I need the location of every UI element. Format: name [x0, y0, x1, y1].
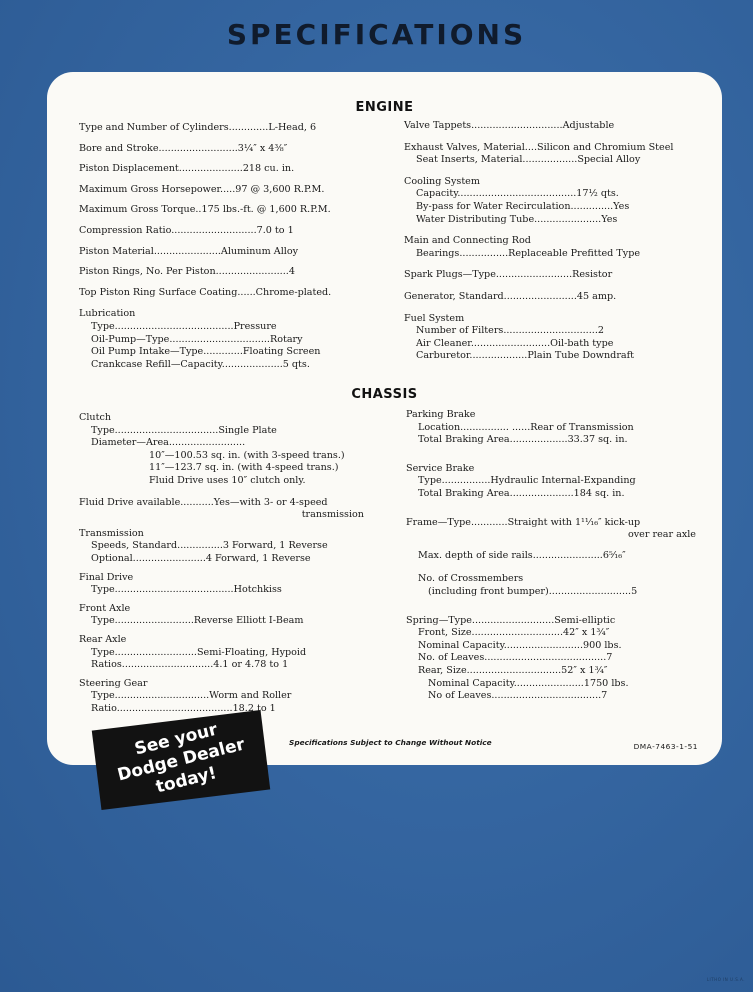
- spec-line: Nominal Capacity..........................900 lbs.: [418, 639, 622, 651]
- spec-line: Type...............................Worm and Roller: [91, 690, 292, 702]
- spec-line: Total Braking Area...................33.37 sq. in.: [418, 434, 628, 446]
- spec-line: Number of Filters...............................2: [416, 325, 604, 337]
- spec-line: Speeds, Standard...............3 Forward, 1 Reverse: [91, 540, 328, 552]
- spec-line: Fluid Drive uses 10″ clutch only.: [149, 474, 306, 486]
- spec-line: Fuel System: [404, 312, 465, 324]
- spec-line: Bearings................Replaceable Prefitted Type: [416, 247, 641, 259]
- page-title: SPECIFICATIONS: [226, 18, 527, 51]
- spec-line: Generator, Standard........................45 amp.: [404, 290, 617, 302]
- spec-line: Rear, Size...............................52″ x 1¾″: [418, 664, 608, 676]
- spec-line: Lubrication: [79, 308, 136, 320]
- spec-line: Compression Ratio............................7.0 to 1: [79, 224, 294, 236]
- spec-line: Type..................................Single Plate: [91, 424, 277, 436]
- spec-line: Fluid Drive available...........Yes—with 3- or 4-speed: [79, 496, 328, 508]
- spec-line: Ratios..............................4.1 or 4.78 to 1: [91, 659, 289, 671]
- spec-line: Ratio......................................18.2 to 1: [91, 702, 276, 714]
- spec-line: No. of Crossmembers: [418, 573, 524, 585]
- spec-line: Total Braking Area.....................184 sq. in.: [418, 487, 625, 499]
- chassis-left-column: [79, 412, 364, 715]
- spec-line: Carburetor...................Plain Tube Downdraft: [416, 350, 635, 362]
- spec-line: Water Distributing Tube......................Yes: [416, 213, 618, 225]
- spec-line: Type...........................Semi-Floating, Hypoid: [91, 646, 307, 658]
- spec-line: Optional........................4 Forward, 1 Reverse: [91, 552, 311, 564]
- spec-line: Type.......................................Pressure: [91, 320, 277, 332]
- spec-line: 11″—123.7 sq. in. (with 4-speed trans.): [149, 462, 339, 474]
- spec-line: Maximum Gross Horsepower.....97 @ 3,600 R.P.M.: [79, 183, 325, 195]
- engine-right-column: [404, 120, 694, 363]
- spec-line: 10″—100.53 sq. in. (with 3-speed trans.): [149, 449, 345, 461]
- dealer-badge-text: See your Dodge Dealer today!: [115, 719, 247, 798]
- spec-line: Max. depth of side rails.......................6⁵⁄₁₆″: [418, 549, 626, 561]
- spec-line: Spring—Type...........................Semi-elliptic: [406, 614, 616, 626]
- spec-line: over rear axle: [627, 529, 696, 541]
- spec-line: Type..........................Reverse Elliott I-Beam: [91, 615, 304, 627]
- spec-line: Air Cleaner..........................Oil-bath type: [416, 337, 614, 349]
- spec-line: Front, Size..............................42″ x 1¾″: [418, 627, 610, 639]
- spec-line: Diameter—Area.........................: [91, 437, 246, 449]
- spec-line: Bore and Stroke..........................3¼″ x 4⅜″: [79, 142, 288, 154]
- spec-line: Oil-Pump—Type.................................Rotary: [91, 333, 303, 345]
- spec-line: transmission: [301, 509, 364, 521]
- engine-left-column: [79, 122, 359, 371]
- spec-line: Valve Tappets..............................Adjustable: [404, 120, 615, 131]
- spec-line: Main and Connecting Rod: [404, 235, 531, 247]
- spec-line: Clutch: [79, 412, 111, 423]
- spec-line: Service Brake: [406, 462, 475, 474]
- spec-card: [47, 72, 722, 765]
- spec-line: Top Piston Ring Surface Coating......Chrome-plated.: [79, 286, 332, 298]
- spec-line: Piston Displacement.....................218 cu. in.: [79, 163, 295, 175]
- spec-line: Capacity.......................................17½ qts.: [416, 188, 619, 200]
- spec-line: No of Leaves....................................7: [428, 690, 608, 702]
- spec-line: Crankcase Refill—Capacity....................5 qts.: [91, 358, 310, 370]
- spec-line: Piston Material......................Aluminum Alloy: [79, 245, 299, 257]
- printer-mark: LITHO IN U.S.A.: [706, 977, 745, 982]
- spec-line: Type.......................................Hotchkiss: [91, 584, 282, 596]
- spec-line: Steering Gear: [79, 677, 148, 689]
- spec-line: Front Axle: [79, 602, 131, 614]
- spec-line: Rear Axle: [79, 633, 127, 645]
- spec-line: Location................ ......Rear of Transmission: [418, 421, 634, 433]
- spec-line: No. of Leaves........................................7: [418, 652, 613, 664]
- spec-line: Exhaust Valves, Material....Silicon and Chromium Steel: [404, 141, 674, 153]
- engine-heading: ENGINE: [355, 100, 414, 115]
- change-notice: Specifications Subject to Change Without Notice: [289, 738, 492, 747]
- spec-line: Spark Plugs—Type.........................Resistor: [404, 269, 613, 281]
- spec-line: Oil Pump Intake—Type.............Floating Screen: [91, 346, 321, 358]
- spec-line: Final Drive: [79, 571, 134, 583]
- spec-line: Type................Hydraulic Internal-Expanding: [418, 475, 636, 487]
- spec-line: Seat Inserts, Material..................Special Alloy: [416, 154, 641, 166]
- spec-line: Cooling System: [404, 175, 480, 187]
- spec-line: Maximum Gross Torque..175 lbs.-ft. @ 1,600 R.P.M.: [79, 204, 331, 216]
- spec-line: Transmission: [79, 527, 144, 539]
- spec-line: Frame—Type............Straight with 1¹¹⁄₁₆″ kick-up: [406, 516, 641, 528]
- spec-line: Nominal Capacity.......................1750 lbs.: [428, 677, 629, 689]
- document-code: DMA-7463-1-51: [633, 742, 698, 751]
- spec-line: Type and Number of Cylinders.............L-Head, 6: [79, 122, 317, 133]
- spec-line: Piston Rings, No. Per Piston........................4: [79, 266, 295, 278]
- spec-line: (including front bumper)...........................5: [428, 585, 638, 597]
- chassis-right-column: [406, 409, 696, 703]
- spec-line: By-pass for Water Recirculation..............Yes: [416, 200, 630, 212]
- chassis-heading: CHASSIS: [351, 387, 418, 402]
- spec-line: Parking Brake: [406, 409, 476, 420]
